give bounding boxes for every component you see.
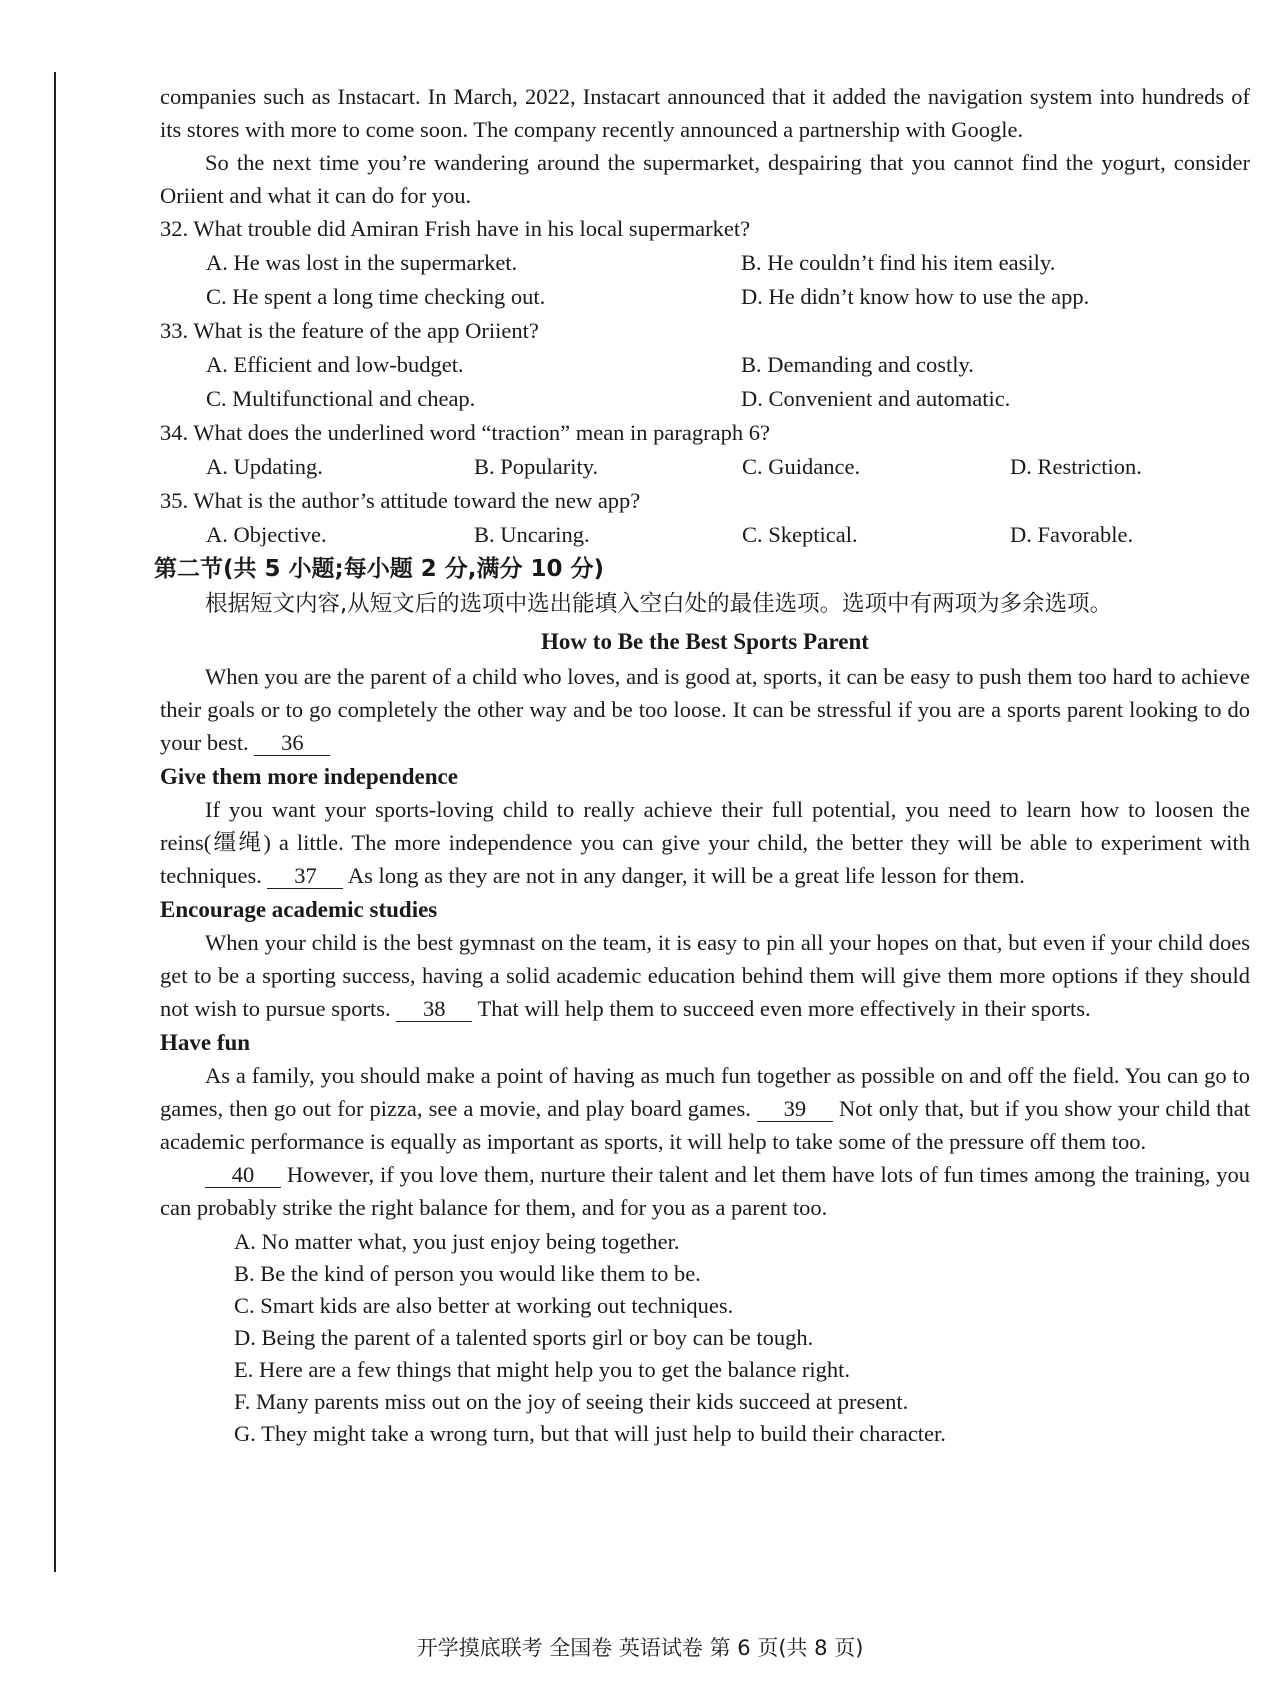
option-list: [160, 450, 1250, 484]
subheading: Have fun: [160, 1030, 251, 1055]
passage-paragraph: So the next time you’re wandering around the supermarket, despairing that you cannot find the yogurt, consider Oriient and what it can do for you.: [160, 150, 1250, 208]
blank-37: 37: [267, 864, 343, 889]
paragraph-text: As long as they are not in any danger, it will be a great life lesson for them.: [347, 863, 1025, 888]
article-paragraph: [160, 1059, 1250, 1158]
option: C. Skeptical.: [742, 522, 858, 547]
option: B. He couldn’t find his item easily.: [741, 250, 1056, 275]
section-instructions: 根据短文内容,从短文后的选项中选出能填入空白处的最佳选项。选项中有两项为多余选项。: [205, 591, 1113, 617]
option: D. Convenient and automatic.: [741, 386, 1011, 411]
blank-40: 40: [205, 1163, 281, 1188]
option: B. Popularity.: [474, 454, 599, 479]
article-title: How to Be the Best Sports Parent: [541, 629, 869, 654]
paragraph-text: Not only that, but if you show your child that academic performance is equally as important as sports, it will help to take some of the pressure off them too.: [160, 1096, 1251, 1154]
question-34: [160, 416, 1250, 484]
choice-item: A. No matter what, you just enjoy being together.: [234, 1229, 680, 1254]
section-heading: 第二节(共 5 小题;每小题 2 分,满分 10 分): [154, 556, 605, 582]
choice-item: B. Be the kind of person you would like them to be.: [234, 1261, 701, 1286]
option: C. He spent a long time checking out.: [206, 284, 546, 309]
option: D. He didn’t know how to use the app.: [741, 284, 1090, 309]
article-paragraph: [160, 793, 1250, 892]
article-paragraph: [160, 926, 1250, 1025]
option-list: [160, 246, 1250, 314]
option: A. Efficient and low-budget.: [206, 352, 464, 377]
exam-page: [154, 80, 1251, 1450]
question-stem: 35. What is the author’s attitude toward the new app?: [160, 488, 641, 513]
option: C. Multifunctional and cheap.: [206, 386, 476, 411]
choice-item: E. Here are a few things that might help you to get the balance right.: [234, 1357, 851, 1382]
paragraph-text: When your child is the best gymnast on the team, it is easy to pin all your hopes on that, but even if your child does get to be a sporting success, having a solid academic education behind them will give them more options if they should not wish to pursue sports.: [160, 930, 1250, 1021]
margin-line: [54, 72, 56, 1572]
paragraph-text: When you are the parent of a child who loves, and is good at, sports, it can be easy to push them too hard to achieve their goals or to go completely the other way and be too loose. It can be stressful if you are a sports parent looking to do your best.: [160, 664, 1250, 755]
option: D. Favorable.: [1010, 522, 1134, 547]
paragraph-text: However, if you love them, nurture their talent and let them have lots of fun times among the training, you can probably strike the right balance for them, and for you as a parent too.: [160, 1162, 1251, 1220]
subheading: Encourage academic studies: [160, 897, 438, 922]
option: B. Uncaring.: [474, 522, 590, 547]
blank-36: 36: [254, 731, 330, 756]
paragraph-text: That will help them to succeed even more effectively in their sports.: [477, 996, 1091, 1021]
question-stem: 33. What is the feature of the app Oriient?: [160, 318, 539, 343]
option: A. Updating.: [206, 454, 323, 479]
article-paragraph: [160, 1158, 1250, 1224]
option: A. He was lost in the supermarket.: [206, 250, 518, 275]
question-stem: 34. What does the underlined word “traction” mean in paragraph 6?: [160, 420, 770, 445]
choice-list: [160, 1226, 1250, 1450]
subheading: Give them more independence: [160, 764, 458, 789]
passage-paragraph: companies such as Instacart. In March, 2022, Instacart announced that it added the navigation system into hundreds of its stores with more to come soon. The company recently announced a partnership with Google.: [160, 84, 1250, 142]
choice-item: D. Being the parent of a talented sports girl or boy can be tough.: [234, 1325, 814, 1350]
choice-item: F. Many parents miss out on the joy of seeing their kids succeed at present.: [234, 1389, 909, 1414]
choice-item: C. Smart kids are also better at working out techniques.: [234, 1293, 734, 1318]
option: A. Objective.: [206, 522, 327, 547]
blank-39: 39: [757, 1097, 833, 1122]
question-35: [160, 484, 1250, 552]
option-list: [160, 348, 1250, 416]
option: C. Guidance.: [742, 454, 861, 479]
question-32: [160, 212, 1250, 314]
choice-item: G. They might take a wrong turn, but that will just help to build their character.: [234, 1421, 946, 1446]
paragraph-text: As a family, you should make a point of having as much fun together as possible on and off the field. You can go to games, then go out for pizza, see a movie, and play board games.: [160, 1063, 1250, 1121]
question-stem: 32. What trouble did Amiran Frish have in his local supermarket?: [160, 216, 751, 241]
page-footer: 开学摸底联考 全国卷 英语试卷 第 6 页(共 8 页): [416, 1636, 864, 1660]
blank-38: 38: [396, 997, 472, 1022]
article-paragraph: [160, 660, 1250, 759]
option: D. Restriction.: [1010, 454, 1142, 479]
option-list: [160, 518, 1250, 552]
option: B. Demanding and costly.: [741, 352, 974, 377]
paragraph-text: If you want your sports-loving child to really achieve their full potential, you need to learn how to loosen the reins(缰绳) a little. The more independence you can give your child, the better they will be able to experiment with techniques.: [160, 797, 1250, 888]
question-33: [160, 314, 1250, 416]
